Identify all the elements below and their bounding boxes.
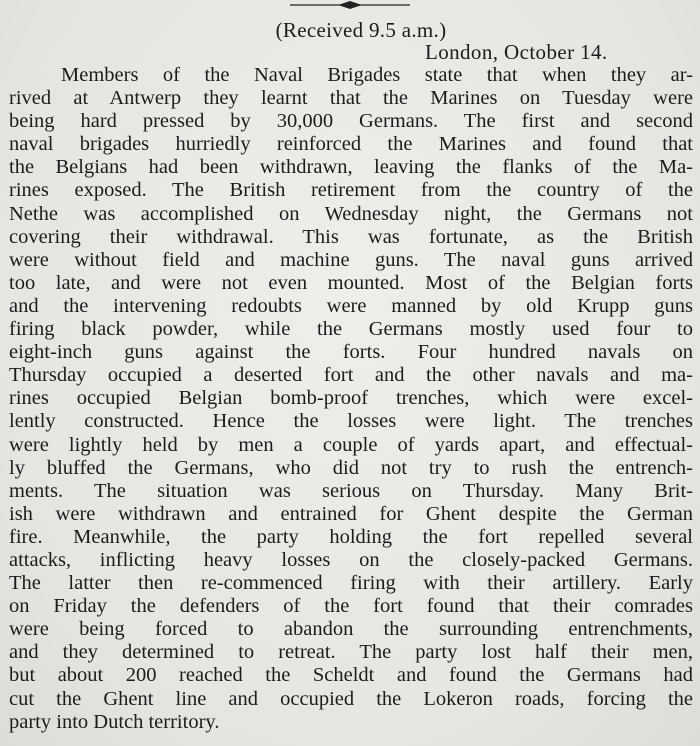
dateline: London, October 14.	[425, 40, 608, 64]
article-line: too late, and were not even mounted. Most of the Belgian forts	[9, 271, 693, 294]
article-line: lently constructed. Hence the losses were light. The trenches	[9, 410, 693, 433]
article-line: and they determined to retreat. The party lost half their men,	[9, 641, 693, 664]
article-line: fire. Meanwhile, the party holding the fort repelled several	[9, 525, 693, 548]
article-line: Nethe was accomplished on Wednesday night, the Germans not	[9, 202, 693, 225]
article-line: eight-inch guns against the forts. Four hundred navals on	[9, 341, 693, 364]
divider-ornament	[290, 0, 410, 12]
article-body	[9, 64, 693, 734]
article-line: but about 200 reached the Scheldt and found the Germans had	[9, 664, 693, 687]
article-line: Members of the Naval Brigades state that when they ar-	[61, 64, 693, 86]
article-line: were lightly held by men a couple of yards apart, and effectual-	[9, 433, 693, 456]
article-line: party into Dutch territory.	[9, 710, 220, 733]
article-line: rines exposed. The British retirement from the country of the	[9, 179, 693, 202]
article-line: ish were withdrawn and entrained for Ghent despite the German	[9, 502, 693, 525]
article-line: the Belgians had been withdrawn, leaving the flanks of the Ma-	[9, 156, 693, 179]
article-line: on Friday the defenders of the fort found that their comrades	[9, 595, 693, 618]
article-line: firing black powder, while the Germans mostly used four to	[9, 318, 693, 341]
article-line: were without field and machine guns. The naval guns arrived	[9, 248, 693, 271]
article-line: covering their withdrawal. This was fortunate, as the British	[9, 225, 693, 248]
article-line: ments. The situation was serious on Thursday. Many Brit-	[9, 479, 693, 502]
article-line: cut the Ghent line and occupied the Lokeron roads, forcing the	[9, 687, 693, 710]
article-line: rived at Antwerp they learnt that the Marines on Tuesday were	[9, 87, 693, 110]
received-time: (Received 9.5 a.m.)	[275, 18, 447, 42]
article-line: and the intervening redoubts were manned by old Krupp guns	[9, 294, 693, 317]
article-line: Thursday occupied a deserted fort and the other navals and ma-	[9, 364, 693, 387]
article-line: were being forced to abandon the surrounding entrenchments,	[9, 618, 693, 641]
article-line: ly bluffed the Germans, who did not try to rush the entrench-	[9, 456, 693, 479]
article-line: naval brigades hurriedly reinforced the Marines and found that	[9, 133, 693, 156]
article-line: The latter then re-commenced firing with their artillery. Early	[9, 572, 693, 595]
article-line: attacks, inflicting heavy losses on the closely-packed Germans.	[9, 548, 693, 571]
article-line: being hard pressed by 30,000 Germans. The first and second	[9, 110, 693, 133]
article-line: rines occupied Belgian bomb-proof trenches, which were excel-	[9, 387, 693, 410]
